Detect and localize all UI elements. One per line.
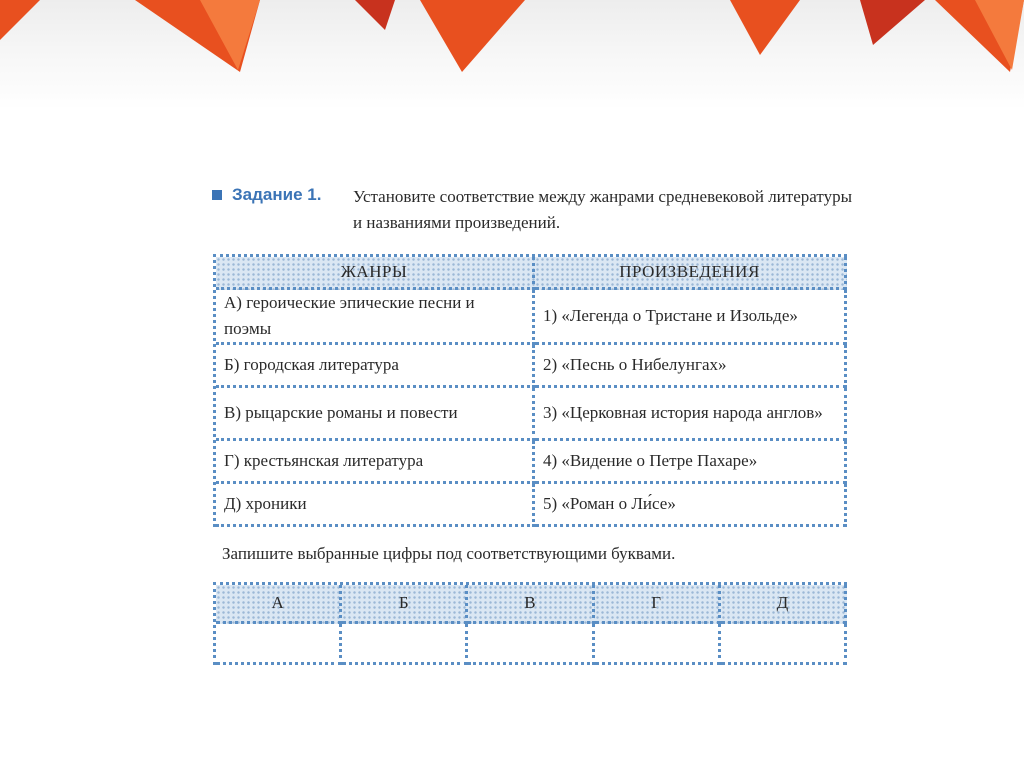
square-bullet-icon [212,190,222,200]
bunting-flag [355,0,395,30]
work-cell: 4) «Видение о Петре Пахаре» [535,441,847,484]
table-row [216,441,847,484]
header-genres: ЖАНРЫ [216,257,535,290]
work-cell: 3) «Церковная история народа англов» [535,388,847,441]
genre-cell: Д) хроники [216,484,535,527]
answer-letter: Г [595,585,721,624]
answer-letter: Д [721,585,847,624]
bunting-flag [420,0,525,72]
answer-cell[interactable] [342,624,468,665]
header-works: ПРОИЗВЕДЕНИЯ [535,257,847,290]
bunting-decoration [0,0,1024,110]
genre-cell: Г) крестьянская литература [216,441,535,484]
answer-letter: Б [342,585,468,624]
table-row [216,388,847,441]
work-cell: 2) «Песнь о Нибелунгах» [535,345,847,388]
bunting-flag [0,0,40,40]
table-row [216,290,847,345]
table-header-row [216,257,847,290]
genre-cell: В) рыцарские романы и повести [216,388,535,441]
task-label: Задание 1. [232,185,322,204]
bunting-flag [860,0,925,45]
answer-letter: В [468,585,594,624]
task-block [208,180,858,612]
bunting-flag [730,0,800,55]
answer-letter: А [216,585,342,624]
answer-cell[interactable] [216,624,342,665]
answer-cell[interactable] [595,624,721,665]
matching-table [213,254,847,527]
answer-input-row [216,624,847,665]
task-heading [208,180,858,240]
answer-cell[interactable] [721,624,847,665]
answer-table [213,582,847,665]
genre-cell: Б) городская литература [216,345,535,388]
table-row [216,484,847,527]
answer-cell[interactable] [468,624,594,665]
table-row [216,345,847,388]
task-text: Установите соответствие между жанрами средневековой литературы и названиями произведений. [353,187,852,232]
work-cell: 5) «Роман о Ли́се» [535,484,847,527]
answer-header-row [216,585,847,624]
instruction-text: Запишите выбранные цифры под соответствующими буквами. [222,544,676,563]
genre-cell: А) героические эпические песни и поэмы [216,290,535,345]
work-cell: 1) «Легенда о Тристане и Изольде» [535,290,847,345]
